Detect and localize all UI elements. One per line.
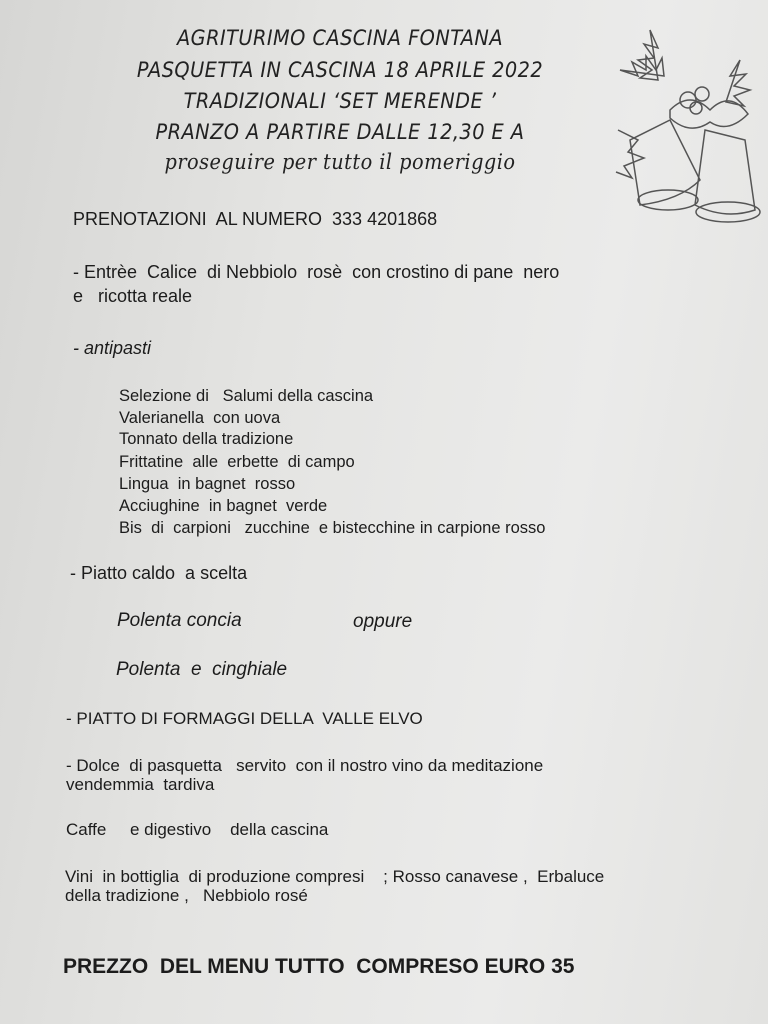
list-item: Valerianella con uova [119,409,281,427]
piatto-caldo-title: - Piatto caldo a scelta [70,563,248,583]
reservation-phone: PRENOTAZIONI AL NUMERO 333 4201868 [73,209,438,229]
list-item: Lingua in bagnet rosso [119,475,296,493]
piatto-caldo-option-2: Polenta e cinghiale [116,659,288,680]
header-time: PRANZO A PARTIRE DALLE 12,30 E A [155,120,525,144]
header-continuation: proseguire per tutto il pomeriggio [164,150,516,174]
christmas-bells-icon [610,20,768,225]
list-item: Frittatine alle erbette di campo [119,453,355,471]
header-title: AGRITURIMO CASCINA FONTANA [176,26,503,50]
formaggi: - PIATTO DI FORMAGGI DELLA VALLE ELVO [66,709,423,728]
vini-line-2: della tradizione , Nebbiolo rosé [65,886,308,905]
entree-line-2: e ricotta reale [73,286,193,306]
antipasti-title: - antipasti [73,338,152,358]
piatto-caldo-option-1: Polenta concia [117,610,242,631]
vini-line-1: Vini in bottiglia di produzione compresi ; Rosso canavese , Erbaluce [65,867,605,886]
list-item: Selezione di Salumi della cascina [119,387,374,405]
list-item: Acciughine in bagnet verde [119,497,328,515]
list-item: Tonnato della tradizione [119,430,294,448]
header-event: PASQUETTA IN CASCINA 18 APRILE 2022 [136,58,544,82]
dolce-line-1: - Dolce di pasquetta servito con il nostro vino da meditazione [66,756,544,775]
caffe: Caffe e digestivo della cascina [66,820,329,839]
entree-line-1: - Entrèe Calice di Nebbiolo rosè con crostino di pane nero [73,262,560,282]
dolce-line-2: vendemmia tardiva [66,775,215,794]
header-subtitle: TRADIZIONALI ‘SET MERENDE ’ [183,89,497,113]
menu-price: PREZZO DEL MENU TUTTO COMPRESO EURO 35 [63,955,575,978]
piatto-caldo-or: oppure [353,611,413,632]
list-item: Bis di carpioni zucchine e bistecchine in carpione rosso [119,519,546,537]
